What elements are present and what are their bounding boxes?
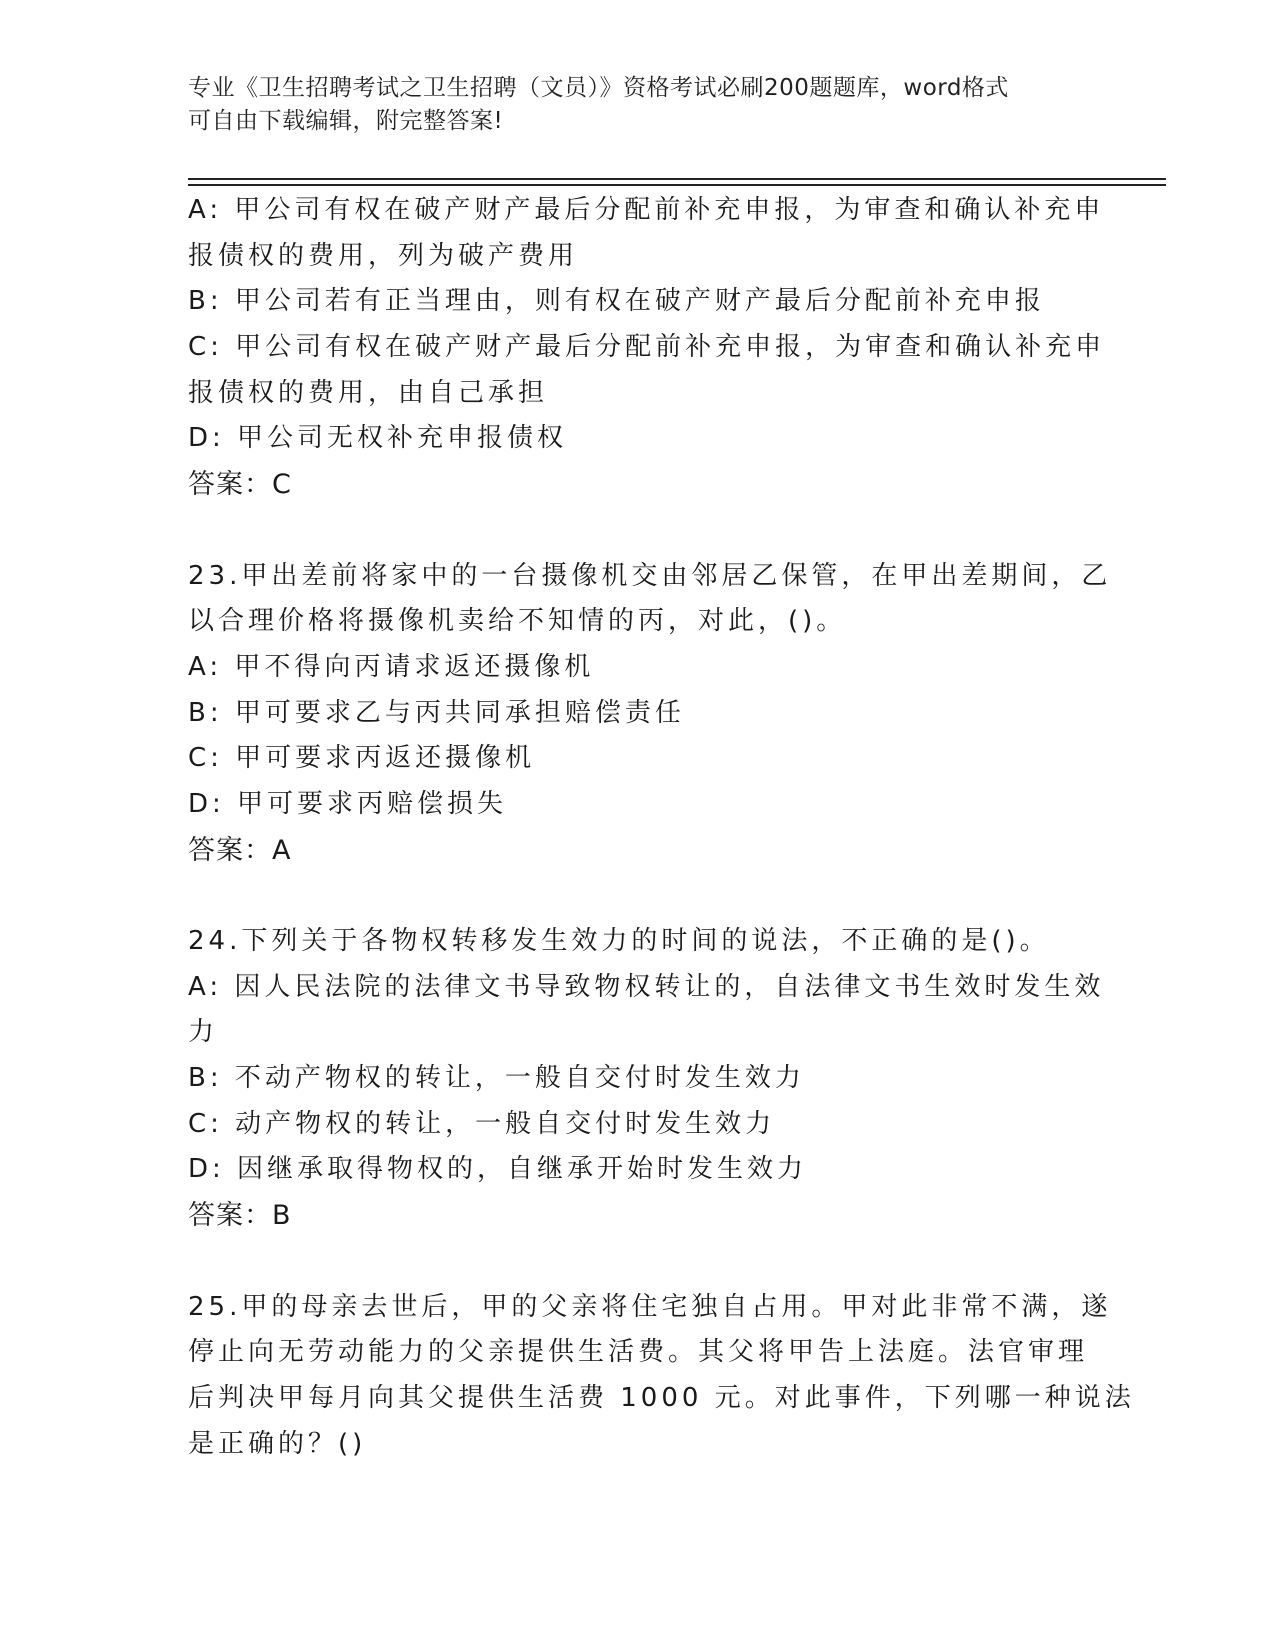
q22-option-a-line-1: A: 甲公司有权在破产财产最后分配前补充申报，为审查和确认补充申 bbox=[188, 195, 1105, 225]
q22-option-c-line-1: C: 甲公司有权在破产财产最后分配前补充申报，为审查和确认补充申 bbox=[188, 332, 1106, 363]
q22-option-a-line-2: 报债权的费用，列为破产费用 bbox=[188, 240, 579, 271]
q24-option-d: D: 因继承取得物权的，自继承开始时发生效力 bbox=[188, 1154, 808, 1185]
q25-stem-line-3: 后判决甲每月向其父提供生活费 1000 元。对此事件，下列哪一种说法 bbox=[188, 1382, 1135, 1413]
question-content bbox=[188, 188, 1135, 1467]
question-24-block bbox=[188, 919, 1105, 1239]
question-22-block bbox=[188, 188, 1106, 508]
q23-option-b: B: 甲可要求乙与丙共同承担赔偿责任 bbox=[188, 697, 685, 728]
q25-stem-line-1: 25.甲的母亲去世后，甲的父亲将住宅独自占用。甲对此非常不满，遂 bbox=[188, 1291, 1112, 1322]
q22-option-c-line-2: 报债权的费用，由自己承担 bbox=[188, 377, 549, 408]
q24-option-c: C: 动产物权的转让，一般自交付时发生效力 bbox=[188, 1108, 776, 1139]
header-title-line-2: 可自由下载编辑，附完整答案! bbox=[188, 108, 504, 134]
q24-option-a-line-1: A: 因人民法院的法律文书导致物权转让的，自法律文书生效时发生效 bbox=[188, 971, 1105, 1002]
q23-stem-line-2: 以合理价格将摄像机卖给不知情的丙，对此，()。 bbox=[188, 606, 847, 637]
document-header bbox=[188, 72, 1088, 138]
q24-option-a-line-2: 力 bbox=[188, 1017, 219, 1048]
q25-stem-line-2: 停止向无劳动能力的父亲提供生活费。其父将甲告上法庭。法官审理 bbox=[188, 1337, 1089, 1368]
q22-option-b: B: 甲公司若有正当理由，则有权在破产财产最后分配前补充申报 bbox=[188, 286, 1045, 317]
spacer bbox=[188, 1239, 1088, 1285]
header-title-line-1: 专业《卫生招聘考试之卫生招聘（文员）》资格考试必刷200题题库，word格式 bbox=[188, 75, 1009, 101]
q23-answer: 答案：A bbox=[188, 834, 292, 866]
q23-option-d: D: 甲可要求丙赔偿损失 bbox=[188, 788, 508, 819]
q23-option-a: A: 甲不得向丙请求返还摄像机 bbox=[188, 651, 595, 682]
q24-option-b: B: 不动产物权的转让，一般自交付时发生效力 bbox=[188, 1063, 805, 1094]
q24-answer: 答案：B bbox=[188, 1200, 292, 1232]
q22-answer: 答案：C bbox=[188, 469, 292, 501]
header-divider-bottom bbox=[188, 184, 1166, 186]
q22-option-d: D: 甲公司无权补充申报债权 bbox=[188, 423, 568, 454]
q23-stem-line-1: 23.甲出差前将家中的一台摄像机交由邻居乙保管，在甲出差期间，乙 bbox=[188, 560, 1112, 591]
spacer bbox=[188, 873, 1088, 919]
q23-option-c: C: 甲可要求丙返还摄像机 bbox=[188, 743, 536, 774]
q24-stem: 24.下列关于各物权转移发生效力的时间的说法，不正确的是()。 bbox=[188, 926, 1050, 956]
header-divider-top bbox=[188, 178, 1166, 180]
spacer bbox=[188, 508, 1088, 554]
question-25-block bbox=[188, 1285, 1135, 1468]
q25-stem-line-4: 是正确的？() bbox=[188, 1428, 367, 1459]
question-23-block bbox=[188, 554, 1112, 874]
